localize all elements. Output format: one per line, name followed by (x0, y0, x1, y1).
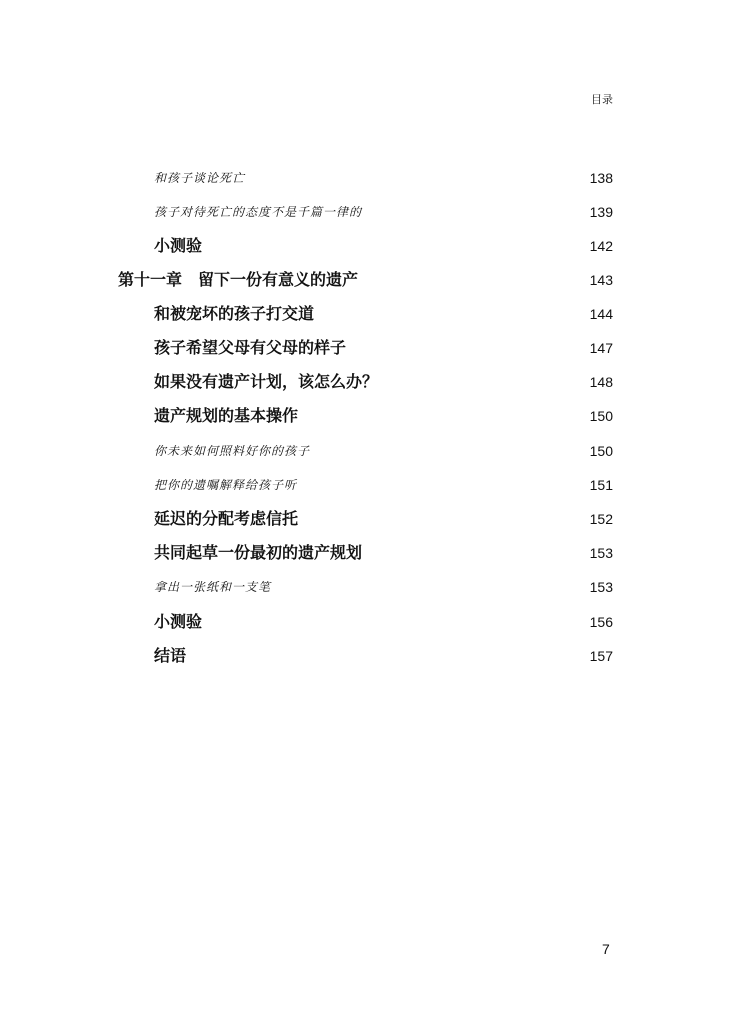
toc-entry-title: 和孩子谈论死亡 (154, 171, 246, 185)
toc-entry-page: 147 (589, 340, 613, 356)
page-number: 7 (602, 941, 610, 957)
toc-entry-page: 139 (589, 204, 613, 220)
toc-entry-title: 你未来如何照料好你的孩子 (154, 444, 311, 458)
toc-entry-page: 151 (589, 477, 613, 493)
toc-entry (0, 611, 730, 633)
toc-entry-page: 148 (589, 374, 613, 390)
toc-entry (0, 440, 730, 462)
toc-entry (0, 645, 730, 667)
toc-entry-page: 152 (589, 511, 613, 527)
toc-entry (0, 508, 730, 530)
toc-entry (0, 371, 730, 393)
toc-entry-title: 遗产规划的基本操作 (154, 406, 299, 425)
toc-entry-title: 拿出一张纸和一支笔 (154, 580, 272, 594)
running-head: 目录 (591, 93, 613, 106)
toc-entry-page: 138 (589, 170, 613, 186)
toc-entry-page: 157 (589, 648, 613, 664)
toc-entry-title: 延迟的分配考虑信托 (154, 509, 299, 528)
toc-entry-page: 156 (589, 614, 613, 630)
toc-entry-title: 和被宠坏的孩子打交道 (154, 304, 315, 323)
toc-entry-title: 共同起草一份最初的遗产规划 (154, 543, 363, 562)
toc-entry-page: 150 (589, 443, 613, 459)
toc-entry (0, 235, 730, 257)
toc-entry-title: 结语 (154, 646, 187, 665)
toc-entry (0, 167, 730, 189)
toc-entry-title: 小测验 (154, 612, 203, 631)
toc-entry-title: 孩子对待死亡的态度不是千篇一律的 (154, 205, 363, 219)
toc-entry (0, 303, 730, 325)
toc-entry (0, 337, 730, 359)
toc-entry (0, 474, 730, 496)
toc-chapter-entry (0, 269, 730, 291)
toc-entry-title: 孩子希望父母有父母的样子 (154, 338, 347, 357)
toc-entry-title: 把你的遗嘱解释给孩子听 (154, 478, 298, 492)
toc-entry-title: 如果没有遗产计划，该怎么办？ (154, 372, 379, 391)
toc-entry (0, 542, 730, 564)
toc-chapter-title: 第十一章 留下一份有意义的遗产 (118, 270, 359, 289)
toc-entry-page: 142 (589, 238, 613, 254)
toc-entry (0, 201, 730, 223)
toc-entry-title: 小测验 (154, 236, 203, 255)
toc-entry-page: 143 (589, 272, 613, 288)
toc-entry-page: 150 (589, 408, 613, 424)
toc-entry (0, 576, 730, 598)
toc-entry (0, 405, 730, 427)
toc-entry-page: 144 (589, 306, 613, 322)
toc-entry-page: 153 (589, 579, 613, 595)
toc-entry-page: 153 (589, 545, 613, 561)
